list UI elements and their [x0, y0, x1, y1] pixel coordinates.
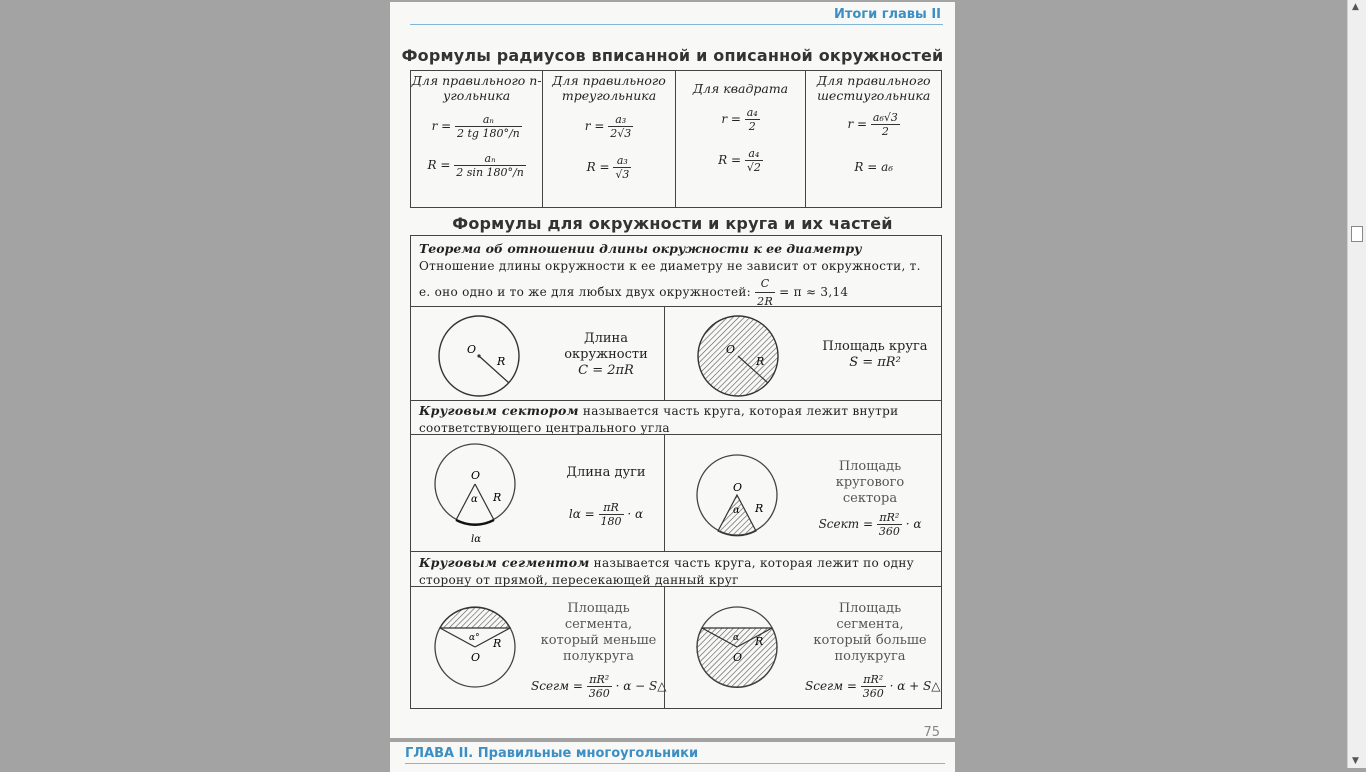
- term: Круговым сектором: [419, 403, 579, 418]
- label-R: R: [755, 635, 764, 648]
- lhs: r =: [721, 112, 741, 126]
- col-ngon: [411, 71, 543, 208]
- big-segment-cell: [664, 586, 942, 709]
- fraction: [871, 111, 900, 138]
- fraction: [861, 673, 886, 700]
- numerator: a₃: [608, 113, 633, 127]
- tail: · α − S△: [615, 679, 667, 693]
- theorem-title: Теорема об отношении длины окружности к ее диаметру: [419, 241, 862, 256]
- lhs: Sсегм =: [531, 679, 583, 693]
- small-segment-cell: [410, 586, 665, 709]
- numerator: πR: [599, 501, 624, 515]
- label-line: Площадь: [838, 459, 902, 474]
- label-O: O: [471, 469, 481, 482]
- label-line: Площадь круга: [822, 339, 928, 354]
- tail: · α + S△: [889, 679, 941, 693]
- definition-text: называется часть круга, которая лежит по одну сторону от прямой, пересекающей данный круг: [419, 556, 914, 587]
- tail: · α: [905, 517, 922, 531]
- radius-line: [475, 484, 494, 520]
- arc-label: Длина дуги: [566, 465, 646, 480]
- definition-text: называется часть круга, которая лежит внутри соответствующего центрального угла: [419, 404, 899, 435]
- formula-hex-R: R = a₆: [854, 160, 894, 174]
- fraction: [454, 152, 526, 179]
- sector-definition: [410, 400, 942, 435]
- next-chapter-heading: ГЛАВА II. Правильные многоугольники: [405, 746, 699, 761]
- fraction: [745, 147, 763, 174]
- chapter-rule: [405, 763, 945, 764]
- label-line: сегмента,: [564, 617, 633, 632]
- numerator: a₄: [745, 147, 763, 161]
- col-head-ngon: Для правильного n-угольника: [411, 73, 542, 103]
- formula-tri-R: [543, 154, 674, 181]
- lhs: R =: [427, 158, 451, 172]
- lhs: R =: [718, 153, 742, 167]
- label-line: сегмента,: [836, 617, 904, 632]
- label-R: R: [756, 355, 765, 368]
- arc-highlight: [456, 520, 494, 525]
- label-line: окружности: [564, 347, 648, 362]
- arc-formula: [551, 501, 661, 528]
- numerator: aₙ: [454, 152, 526, 166]
- label-line: Площадь: [567, 601, 630, 616]
- label-line: который меньше: [540, 633, 657, 648]
- label-O: O: [733, 651, 743, 664]
- big-segment-label: [805, 601, 935, 665]
- label-line: который больше: [813, 633, 927, 648]
- vertical-scrollbar[interactable]: [1347, 0, 1366, 768]
- fraction: [587, 673, 612, 700]
- numerator: a₄: [746, 106, 758, 119]
- area-formula: S = πR²: [849, 355, 901, 370]
- segment-fill: [440, 607, 510, 628]
- fraction: [599, 501, 624, 528]
- radius-formulas-table: [410, 70, 942, 208]
- sector-area-cell: [664, 434, 942, 552]
- numerator: πR²: [877, 511, 902, 525]
- label-R: R: [755, 502, 764, 515]
- denominator: 360: [878, 525, 900, 538]
- denominator: 2 sin 180°/n: [456, 166, 524, 179]
- circle-radius-figure: [431, 309, 531, 401]
- lhs: r =: [584, 119, 605, 133]
- circle-area-cell: [664, 306, 942, 401]
- label-O: O: [726, 343, 736, 356]
- fraction: [613, 154, 631, 181]
- label-alpha: α: [471, 494, 478, 505]
- denominator: 2: [748, 120, 756, 133]
- page-number: 75: [923, 725, 940, 740]
- circumference-cell: [410, 306, 665, 401]
- scroll-down-icon[interactable]: ▼: [1352, 756, 1359, 766]
- col-square: [675, 71, 806, 208]
- section2-title: Формулы для окружности и круга и их частей: [452, 214, 893, 233]
- scroll-up-icon[interactable]: ▲: [1352, 2, 1359, 12]
- circumference-label: [556, 331, 656, 379]
- formula-ngon-r: [411, 113, 542, 140]
- denominator: 180: [600, 515, 622, 528]
- small-segment-formula: [531, 673, 666, 700]
- running-title-rule: [410, 24, 943, 25]
- numerator: a₆√3: [872, 111, 898, 124]
- term: Круговым сегментом: [419, 555, 590, 570]
- numerator: aₙ: [455, 113, 522, 127]
- sector-figure: [687, 439, 787, 547]
- numerator: πR²: [587, 673, 612, 687]
- numerator: a₃: [613, 154, 631, 168]
- circumference-formula: C = 2πR: [578, 363, 634, 378]
- arc-length-cell: [410, 434, 665, 552]
- label-arc: lα: [471, 534, 481, 545]
- fraction: [455, 113, 522, 140]
- theorem-text: Отношение длины окружности к ее диаметру не зависит от окружности, т. е. оно одно и то же для любых двух окружностей:: [419, 259, 921, 299]
- numerator: C: [755, 275, 775, 293]
- col-head-triangle: Для правильного треугольника: [552, 73, 666, 103]
- theorem-fraction: [755, 275, 775, 310]
- denominator: √3: [615, 168, 630, 181]
- label-alpha: α: [733, 633, 740, 643]
- lhs: r =: [847, 117, 868, 131]
- label-line: Длина: [584, 331, 628, 346]
- theorem-rhs: = π ≈ 3,14: [779, 285, 849, 299]
- label-line: Площадь: [838, 601, 902, 616]
- label-alpha: α°: [469, 633, 480, 643]
- section1-title: Формулы радиусов вписанной и описанной окружностей: [401, 46, 944, 65]
- big-segment-figure: [687, 595, 787, 705]
- formula-hex-r: [806, 111, 941, 138]
- lhs: lα =: [568, 507, 595, 521]
- sector-area-label: [815, 459, 925, 507]
- col-triangle: [543, 71, 675, 208]
- formula-sq-r: [676, 106, 806, 133]
- fraction: [877, 511, 902, 538]
- label-R: R: [493, 637, 502, 650]
- theorem-body: [419, 258, 933, 310]
- fraction: [608, 113, 633, 140]
- denominator: √2: [746, 161, 761, 174]
- label-line: полукруга: [562, 649, 635, 664]
- small-segment-label: [536, 601, 661, 665]
- small-segment-figure: [425, 595, 525, 705]
- label-line: кругового: [835, 475, 905, 490]
- label-O: O: [467, 343, 477, 356]
- scrollbar-thumb[interactable]: [1351, 226, 1363, 242]
- theorem-box: [410, 235, 942, 307]
- lhs: R =: [586, 160, 610, 174]
- segment-definition: [410, 551, 942, 587]
- denominator: 2√3: [610, 127, 632, 140]
- denominator: 360: [862, 687, 884, 700]
- lhs: Sсект =: [818, 517, 874, 531]
- document-page: [390, 2, 955, 738]
- lhs: r =: [431, 119, 452, 133]
- big-segment-formula: [805, 673, 940, 700]
- tail: · α: [627, 507, 644, 521]
- arc-figure: [425, 439, 535, 551]
- area-label: [815, 339, 935, 371]
- denominator: 360: [588, 687, 610, 700]
- denominator: 2R: [757, 295, 774, 308]
- denominator: 2: [881, 125, 889, 138]
- fraction: [745, 106, 760, 133]
- label-R: R: [497, 355, 506, 368]
- label-R: R: [493, 491, 502, 504]
- running-title: Итоги главы II: [833, 7, 941, 22]
- formula-sq-R: [676, 147, 806, 174]
- col-hexagon: [806, 71, 942, 208]
- center-dot: [477, 354, 480, 357]
- col-head-hexagon: Для правильного шестиугольника: [816, 73, 931, 103]
- label-line: сектора: [842, 491, 898, 506]
- col-head-square: Для квадрата: [692, 81, 789, 96]
- label-line: полукруга: [834, 649, 906, 664]
- circle-area-figure: [690, 309, 790, 401]
- label-O: O: [471, 651, 481, 664]
- sector-area-formula: [815, 511, 925, 538]
- numerator: πR²: [861, 673, 886, 687]
- denominator: 2 tg 180°/n: [457, 127, 520, 140]
- label-O: O: [733, 481, 743, 494]
- lhs: Sсегм =: [805, 679, 857, 693]
- label-alpha: α: [733, 505, 740, 516]
- formula-tri-r: [543, 113, 674, 140]
- formula-ngon-R: [411, 152, 542, 179]
